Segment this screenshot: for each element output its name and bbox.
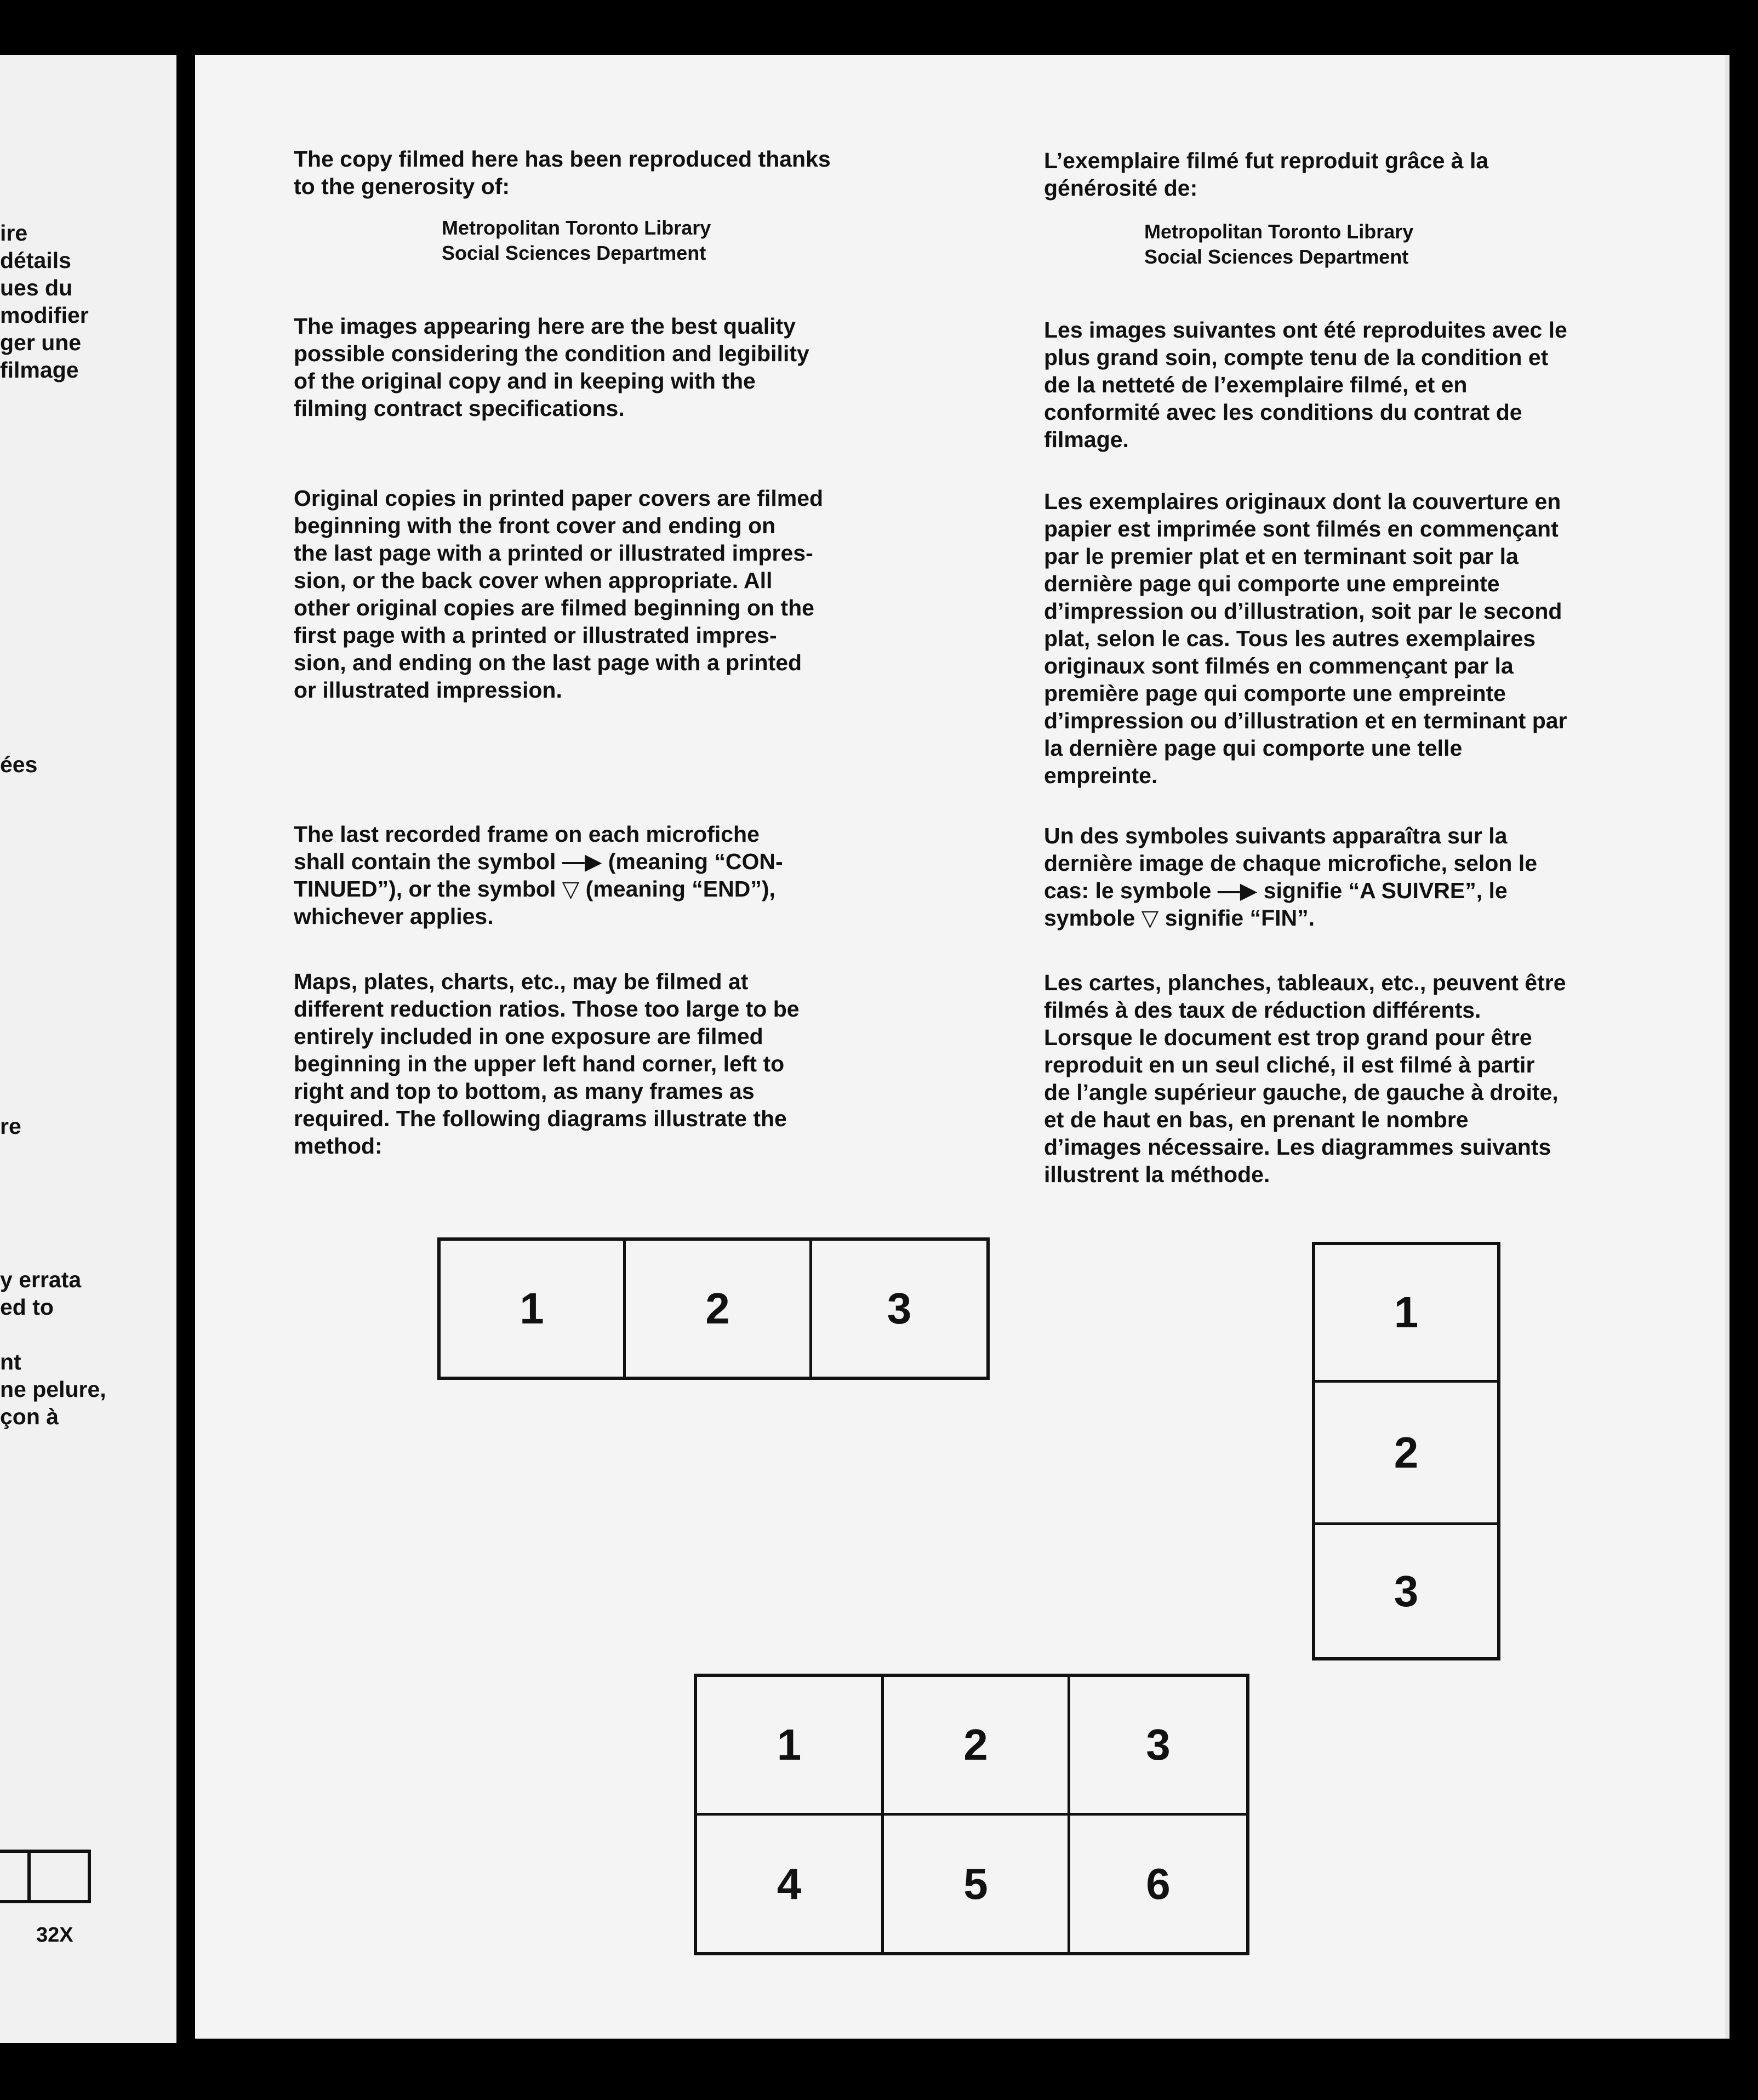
text-line: originaux sont filmés en commençant par la (1044, 653, 1514, 678)
english-maps (294, 968, 800, 1160)
text-line: d’images nécessaire. Les diagrammes suivants (1044, 1134, 1551, 1160)
text-line: or illustrated impression. (294, 677, 562, 703)
fragment-line: y errata (0, 1267, 82, 1292)
diagram-cell: 2 (623, 1241, 809, 1377)
left-fragment-text-2 (0, 1266, 81, 1321)
text-line: The images appearing here are the best quality (294, 313, 796, 339)
fragment-line: ire (0, 220, 28, 246)
english-covers (294, 484, 823, 704)
diagram-cell: 2 (1315, 1380, 1497, 1522)
text-line: empreinte. (1044, 763, 1158, 788)
text-line: method: (294, 1133, 383, 1159)
text-line: Original copies in printed paper covers are filmed (294, 486, 824, 511)
diagram-cell: 2 (881, 1677, 1068, 1813)
text-line: to the generosity of: (294, 174, 510, 199)
text-line: Maps, plates, charts, etc., may be filmed at (294, 969, 749, 994)
text-line: beginning with the front cover and ending on (294, 513, 776, 538)
diagram-horizontal (437, 1237, 990, 1380)
library-name: Metropolitan Toronto Library (442, 216, 711, 239)
text-line: The last recorded frame on each microfiche (294, 821, 760, 847)
diagram-cell: 1 (520, 1284, 544, 1333)
text-line: d’impression ou d’illustration, soit par le second (1044, 598, 1562, 624)
diagram-cell: 3 (1068, 1677, 1246, 1813)
english-library (442, 215, 711, 266)
left-page-fragment (0, 55, 176, 2043)
fragment-line: ne pelure, (0, 1377, 106, 1402)
diagram-cell: 1 (777, 1720, 802, 1769)
french-maps (1044, 969, 1566, 1188)
library-name: Metropolitan Toronto Library (1144, 220, 1414, 243)
text-line: illustrent la méthode. (1044, 1162, 1270, 1187)
text-line: sion, or the back cover when appropriate. All (294, 568, 773, 593)
fragment-line: ger une (0, 330, 82, 355)
text-line: TINUED”), or the symbol ▽ (meaning “END”), (294, 876, 775, 901)
reduction-box (27, 1850, 91, 1903)
left-fragment-text (0, 219, 89, 384)
french-quality (1044, 316, 1567, 453)
diagram-cell: 4 (697, 1813, 881, 1952)
text-line: filmés à des taux de réduction différents. (1044, 997, 1481, 1023)
text-line: conformité avec les conditions du contrat de (1044, 400, 1522, 425)
french-library (1144, 219, 1413, 270)
text-line: Un des symboles suivants apparaîtra sur la (1044, 823, 1508, 848)
text-line: symbole ▽ signifie “FIN”. (1044, 905, 1315, 931)
text-line: d’impression ou d’illustration et en terminant par (1044, 708, 1567, 733)
text-line: la dernière page qui comporte une telle (1044, 735, 1463, 761)
text-line: whichever applies. (294, 904, 494, 929)
text-line: reproduit en un seul cliché, il est filmé à partir (1044, 1052, 1535, 1077)
text-line: filming contract specifications. (294, 396, 625, 421)
fragment-line: çon à (0, 1404, 59, 1429)
french-thanks (1044, 147, 1488, 202)
diagram-vertical (1312, 1242, 1500, 1660)
text-line: possible considering the condition and legibility (294, 341, 809, 366)
fragment-line: ues du (0, 275, 73, 300)
diagram-cell: 1 (1394, 1288, 1419, 1337)
page-edge (1725, 55, 1730, 2039)
text-line: plat, selon le cas. Tous les autres exemplaires (1044, 626, 1536, 651)
text-line: The copy filmed here has been reproduced thanks (294, 146, 831, 172)
fragment-line: détails (0, 248, 71, 273)
text-line: Lorsque le document est trop grand pour être (1044, 1025, 1532, 1050)
fragment-line: ées (0, 752, 38, 777)
text-line: par le premier plat et en terminant soit par la (1044, 544, 1519, 569)
text-line: shall contain the symbol —▶ (meaning “CON- (294, 849, 783, 874)
fragment-line: nt (0, 1349, 21, 1374)
diagram-cell: 3 (1315, 1522, 1497, 1657)
diagram-cell: 6 (1068, 1813, 1246, 1952)
fragment-line: re (0, 1114, 21, 1139)
text-line: filmage. (1044, 427, 1129, 452)
text-line: the last page with a printed or illustrated impres- (294, 540, 813, 566)
diagram-cell: 5 (881, 1813, 1068, 1952)
text-line: required. The following diagrams illustrate the (294, 1106, 787, 1131)
reduction-ratio-label: 32X (36, 1924, 73, 1947)
english-quality (294, 312, 809, 422)
diagram-cell: 3 (809, 1241, 986, 1377)
text-line: other original copies are filmed beginning on the (294, 595, 814, 620)
text-line: générosité de: (1044, 175, 1198, 201)
text-line: dernière image de chaque microfiche, selon le (1044, 851, 1538, 876)
text-line: de la netteté de l’exemplaire filmé, et en (1044, 372, 1468, 397)
english-symbols (294, 820, 783, 930)
text-line: Les exemplaires originaux dont la couverture en (1044, 489, 1561, 514)
left-fragment-text-3 (0, 1348, 106, 1430)
text-line: sion, and ending on the last page with a printed (294, 650, 802, 675)
diagram-grid (694, 1674, 1249, 1955)
fragment-line: filmage (0, 357, 79, 383)
text-line: première page qui comporte une empreinte (1044, 681, 1506, 706)
text-line: cas: le symbole —▶ signifie “A SUIVRE”, le (1044, 878, 1508, 903)
text-line: Les images suivantes ont été reproduites avec le (1044, 317, 1567, 343)
text-line: et de haut en bas, en prenant le nombre (1044, 1107, 1469, 1132)
text-line: different reduction ratios. Those too large to be (294, 996, 800, 1022)
french-symbols (1044, 822, 1537, 932)
library-department: Social Sciences Department (442, 242, 706, 264)
fragment-line: ed to (0, 1294, 54, 1320)
text-line: of the original copy and in keeping with the (294, 368, 756, 393)
text-line: de l’angle supérieur gauche, de gauche à droite, (1044, 1080, 1559, 1105)
text-line: plus grand soin, compte tenu de la condition et (1044, 345, 1549, 370)
text-line: Les cartes, planches, tableaux, etc., peuvent être (1044, 970, 1566, 995)
library-department: Social Sciences Department (1144, 246, 1409, 268)
text-line: entirely included in one exposure are filmed (294, 1024, 763, 1049)
text-line: right and top to bottom, as many frames as (294, 1078, 755, 1104)
reduction-box (0, 1850, 31, 1903)
text-line: papier est imprimée sont filmés en commençant (1044, 516, 1559, 541)
text-line: dernière page qui comporte une empreinte (1044, 571, 1500, 596)
fragment-line: modifier (0, 303, 89, 328)
french-covers (1044, 488, 1567, 789)
english-thanks (294, 145, 831, 200)
text-line: beginning in the upper left hand corner, left to (294, 1051, 785, 1076)
text-line: first page with a printed or illustrated impres- (294, 623, 777, 648)
text-line: L’exemplaire filmé fut reproduit grâce à la (1044, 148, 1489, 173)
